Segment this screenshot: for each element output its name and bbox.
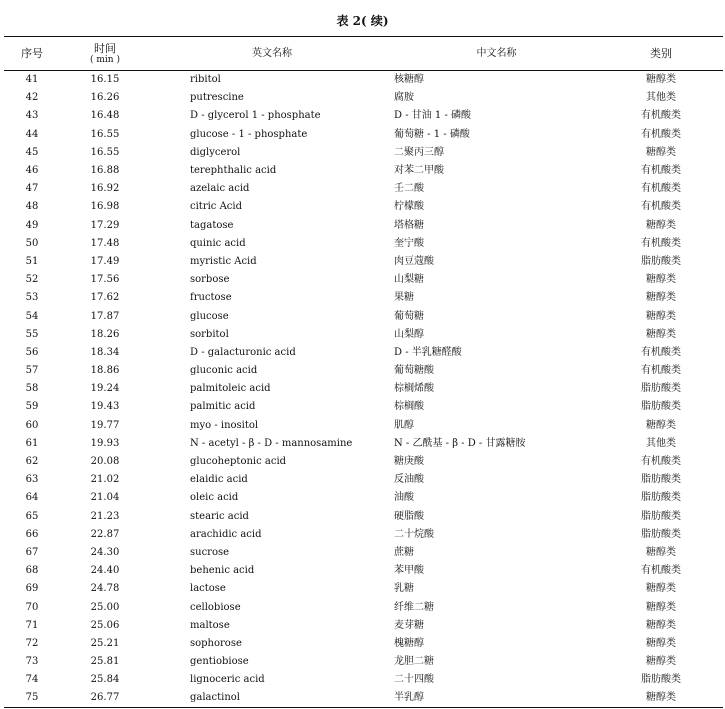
retention-time-cell: 21.23 xyxy=(90,510,120,522)
english-name-cell: arachidic acid xyxy=(190,528,262,540)
retention-time-cell: 17.62 xyxy=(90,292,120,304)
row-number-cell: 43 xyxy=(25,110,39,122)
retention-time-cell: 25.81 xyxy=(90,656,120,668)
category-cell: 脂肪酸类 xyxy=(641,492,681,504)
category-cell: 糖醇类 xyxy=(646,310,676,322)
retention-time-cell: 22.87 xyxy=(90,528,120,540)
table-row xyxy=(4,162,723,180)
english-name-cell: glucose xyxy=(190,310,229,322)
chinese-name-cell: 糖庚酸 xyxy=(394,456,424,468)
retention-time-cell: 19.93 xyxy=(90,437,120,449)
category-cell: 有机酸类 xyxy=(641,128,681,140)
chinese-name-cell: 苯甲酸 xyxy=(394,565,424,577)
table-row xyxy=(4,544,723,562)
chinese-name-cell: D - 半乳糖醛酸 xyxy=(394,346,462,358)
row-number-cell: 47 xyxy=(25,183,39,195)
table-row xyxy=(4,253,723,271)
retention-time-cell: 19.43 xyxy=(90,401,120,413)
english-name-cell: behenic acid xyxy=(190,565,255,577)
retention-time-cell: 17.56 xyxy=(90,274,120,286)
retention-time-cell: 25.84 xyxy=(90,674,120,686)
chinese-name-cell: 乳糖 xyxy=(394,583,414,595)
category-cell: 脂肪酸类 xyxy=(641,401,681,413)
english-name-cell: lactose xyxy=(190,583,226,595)
retention-time-cell: 25.21 xyxy=(90,637,120,649)
table-row xyxy=(4,508,723,526)
chinese-name-cell: 柠檬酸 xyxy=(394,201,424,213)
chinese-name-cell: 半乳醇 xyxy=(394,692,424,704)
category-cell: 有机酸类 xyxy=(641,183,681,195)
english-name-cell: myo - inositol xyxy=(190,419,259,431)
table-row xyxy=(4,689,723,707)
chinese-name-cell: 塔格糖 xyxy=(394,219,424,231)
retention-time-cell: 16.55 xyxy=(90,146,120,158)
category-cell: 脂肪酸类 xyxy=(641,383,681,395)
english-name-cell: diglycerol xyxy=(190,146,241,158)
english-name-cell: sorbitol xyxy=(190,328,229,340)
category-cell: 有机酸类 xyxy=(641,456,681,468)
retention-time-cell: 19.77 xyxy=(90,419,120,431)
chinese-name-cell: 壬二酸 xyxy=(394,183,424,195)
english-name-cell: sophorose xyxy=(190,637,242,649)
retention-time-cell: 18.34 xyxy=(90,346,120,358)
category-cell: 糖醇类 xyxy=(646,292,676,304)
header-no: 序号 xyxy=(21,46,43,60)
english-name-cell: tagatose xyxy=(190,219,234,231)
english-name-cell: terephthalic acid xyxy=(190,165,277,177)
row-number-cell: 65 xyxy=(25,510,39,522)
row-number-cell: 54 xyxy=(25,310,39,322)
english-name-cell: sucrose xyxy=(190,546,230,558)
english-name-cell: palmitic acid xyxy=(190,401,256,413)
row-number-cell: 45 xyxy=(25,146,39,158)
chinese-name-cell: 葡萄糖酸 xyxy=(394,365,434,377)
retention-time-cell: 16.88 xyxy=(90,165,120,177)
category-cell: 脂肪酸类 xyxy=(641,255,681,267)
chinese-name-cell: 油酸 xyxy=(394,492,414,504)
chinese-name-cell: 奎宁酸 xyxy=(394,237,424,249)
row-number-cell: 42 xyxy=(25,92,39,104)
table-row xyxy=(4,580,723,598)
table-row xyxy=(4,562,723,580)
table-row xyxy=(4,89,723,107)
retention-time-cell: 17.87 xyxy=(90,310,120,322)
header-time-label: 时间 xyxy=(94,41,116,55)
english-name-cell: oleic acid xyxy=(190,492,239,504)
category-cell: 其他类 xyxy=(646,437,676,449)
chinese-name-cell: 山梨糖 xyxy=(394,274,424,286)
chinese-name-cell: 棕榈酸 xyxy=(394,401,424,413)
english-name-cell: N - acetyl - β - D - mannosamine xyxy=(190,437,353,449)
header-row xyxy=(4,37,723,70)
category-cell: 其他类 xyxy=(646,92,676,104)
header-time xyxy=(60,37,150,70)
english-name-cell: myristic Acid xyxy=(190,255,257,267)
row-number-cell: 62 xyxy=(25,456,39,468)
english-name-cell: azelaic acid xyxy=(190,183,250,195)
category-cell: 有机酸类 xyxy=(641,201,681,213)
row-number-cell: 63 xyxy=(25,474,39,486)
english-name-cell: cellobiose xyxy=(190,601,241,613)
english-name-cell: galactinol xyxy=(190,692,240,704)
table-row xyxy=(4,144,723,162)
category-cell: 糖醇类 xyxy=(646,419,676,431)
category-cell: 糖醇类 xyxy=(646,656,676,668)
english-name-cell: quinic acid xyxy=(190,237,246,249)
table-row xyxy=(4,653,723,671)
chinese-name-cell: 麦芽糖 xyxy=(394,619,424,631)
row-number-cell: 70 xyxy=(25,601,39,613)
english-name-cell: glucoheptonic acid xyxy=(190,456,287,468)
category-cell: 糖醇类 xyxy=(646,692,676,704)
english-name-cell: gentiobiose xyxy=(190,656,249,668)
row-number-cell: 71 xyxy=(25,619,39,631)
category-cell: 糖醇类 xyxy=(646,601,676,613)
english-name-cell: palmitoleic acid xyxy=(190,383,271,395)
category-cell: 糖醇类 xyxy=(646,74,676,86)
row-number-cell: 75 xyxy=(25,692,39,704)
table-row xyxy=(4,326,723,344)
retention-time-cell: 16.55 xyxy=(90,128,120,140)
table-row xyxy=(4,362,723,380)
row-number-cell: 59 xyxy=(25,401,39,413)
chinese-name-cell: 肉豆蔻酸 xyxy=(394,255,434,267)
retention-time-cell: 16.15 xyxy=(90,74,120,86)
table-row xyxy=(4,471,723,489)
category-cell: 糖醇类 xyxy=(646,274,676,286)
retention-time-cell: 20.08 xyxy=(90,456,120,468)
header-chinese-name: 中文名称 xyxy=(476,47,517,59)
category-cell: 脂肪酸类 xyxy=(641,474,681,486)
chinese-name-cell: D - 甘油 1 - 磷酸 xyxy=(394,110,472,122)
chinese-name-cell: 蔗糖 xyxy=(394,546,414,558)
category-cell: 糖醇类 xyxy=(646,146,676,158)
retention-time-cell: 17.48 xyxy=(90,237,120,249)
english-name-cell: ribitol xyxy=(190,74,221,86)
category-cell: 有机酸类 xyxy=(641,365,681,377)
table-row xyxy=(4,235,723,253)
category-cell: 糖醇类 xyxy=(646,583,676,595)
chinese-name-cell: 棕榈烯酸 xyxy=(394,383,434,395)
chinese-name-cell: 山梨醇 xyxy=(394,328,424,340)
row-number-cell: 50 xyxy=(25,237,39,249)
category-cell: 脂肪酸类 xyxy=(641,674,681,686)
category-cell: 脂肪酸类 xyxy=(641,528,681,540)
chinese-name-cell: 果糖 xyxy=(394,292,414,304)
table-row xyxy=(4,307,723,325)
table-row xyxy=(4,198,723,216)
table-row xyxy=(4,107,723,125)
chinese-name-cell: 核糖醇 xyxy=(394,74,424,86)
row-number-cell: 51 xyxy=(25,255,39,267)
category-cell: 糖醇类 xyxy=(646,546,676,558)
chinese-name-cell: 二聚丙三醇 xyxy=(394,146,444,158)
header-category: 类别 xyxy=(650,46,672,60)
table-title: 表 2( 续) xyxy=(336,14,389,28)
chinese-name-cell: 二十四酸 xyxy=(394,674,434,686)
english-name-cell: putrescine xyxy=(190,92,244,104)
table-row xyxy=(4,617,723,635)
category-cell: 糖醇类 xyxy=(646,619,676,631)
row-number-cell: 67 xyxy=(25,546,39,558)
row-number-cell: 56 xyxy=(25,346,39,358)
row-number-cell: 64 xyxy=(25,492,39,504)
table-row xyxy=(4,453,723,471)
english-name-cell: gluconic acid xyxy=(190,365,258,377)
row-number-cell: 69 xyxy=(25,583,39,595)
table-row xyxy=(4,70,723,89)
category-cell: 有机酸类 xyxy=(641,565,681,577)
table-row xyxy=(4,598,723,616)
table-row xyxy=(4,526,723,544)
category-cell: 糖醇类 xyxy=(646,637,676,649)
table-row xyxy=(4,180,723,198)
row-number-cell: 44 xyxy=(25,128,39,140)
english-name-cell: elaidic acid xyxy=(190,474,248,486)
header-time-unit: ( min ) xyxy=(90,54,120,65)
row-number-cell: 57 xyxy=(25,365,39,377)
english-name-cell: D - galacturonic acid xyxy=(190,346,296,358)
row-number-cell: 73 xyxy=(25,656,39,668)
row-number-cell: 52 xyxy=(25,274,39,286)
chinese-name-cell: 槐糖醇 xyxy=(394,637,424,649)
chinese-name-cell: 纤维二糖 xyxy=(394,601,434,613)
chinese-name-cell: 葡萄糖 xyxy=(394,310,424,322)
table-row xyxy=(4,635,723,653)
row-number-cell: 41 xyxy=(25,74,39,86)
header-english-name: 英文名称 xyxy=(252,47,292,59)
row-number-cell: 46 xyxy=(25,165,39,177)
row-number-cell: 60 xyxy=(25,419,39,431)
row-number-cell: 68 xyxy=(25,565,39,577)
table-row xyxy=(4,435,723,453)
table-row xyxy=(4,126,723,144)
table-row xyxy=(4,417,723,435)
compound-table xyxy=(4,37,723,708)
chinese-name-cell: 腐胺 xyxy=(394,92,414,104)
category-cell: 有机酸类 xyxy=(641,110,681,122)
retention-time-cell: 24.30 xyxy=(90,546,120,558)
row-number-cell: 49 xyxy=(25,219,39,231)
english-name-cell: lignoceric acid xyxy=(190,674,265,686)
retention-time-cell: 18.86 xyxy=(90,365,120,377)
english-name-cell: glucose - 1 - phosphate xyxy=(190,128,308,140)
retention-time-cell: 16.98 xyxy=(90,201,120,213)
table-row xyxy=(4,344,723,362)
retention-time-cell: 24.40 xyxy=(90,565,120,577)
category-cell: 糖醇类 xyxy=(646,328,676,340)
retention-time-cell: 19.24 xyxy=(90,383,120,395)
retention-time-cell: 21.04 xyxy=(90,492,120,504)
table-row xyxy=(4,671,723,689)
chinese-name-cell: 葡萄糖 - 1 - 磷酸 xyxy=(394,128,470,140)
category-cell: 有机酸类 xyxy=(641,237,681,249)
table-row xyxy=(4,380,723,398)
table-row xyxy=(4,398,723,416)
table-row xyxy=(4,217,723,235)
chinese-name-cell: 对苯二甲酸 xyxy=(394,165,444,177)
retention-time-cell: 17.49 xyxy=(90,255,120,267)
english-name-cell: maltose xyxy=(190,619,230,631)
english-name-cell: D - glycerol 1 - phosphate xyxy=(190,110,321,122)
retention-time-cell: 25.06 xyxy=(90,619,120,631)
retention-time-cell: 21.02 xyxy=(90,474,120,486)
chinese-name-cell: N - 乙酰基 - β - D - 甘露糖胺 xyxy=(394,437,526,449)
table-row xyxy=(4,489,723,507)
table-row xyxy=(4,271,723,289)
chinese-name-cell: 龙胆二糖 xyxy=(394,656,434,668)
row-number-cell: 58 xyxy=(25,383,39,395)
english-name-cell: sorbose xyxy=(190,274,230,286)
row-number-cell: 74 xyxy=(25,674,39,686)
row-number-cell: 53 xyxy=(25,292,39,304)
english-name-cell: stearic acid xyxy=(190,510,249,522)
retention-time-cell: 18.26 xyxy=(90,328,120,340)
row-number-cell: 61 xyxy=(25,437,39,449)
retention-time-cell: 17.29 xyxy=(90,219,120,231)
category-cell: 糖醇类 xyxy=(646,219,676,231)
chinese-name-cell: 硬脂酸 xyxy=(394,510,424,522)
row-number-cell: 55 xyxy=(25,328,39,340)
retention-time-cell: 16.92 xyxy=(90,183,120,195)
english-name-cell: fructose xyxy=(190,292,232,304)
category-cell: 有机酸类 xyxy=(641,346,681,358)
retention-time-cell: 24.78 xyxy=(90,583,120,595)
table-body xyxy=(4,70,723,708)
english-name-cell: citric Acid xyxy=(190,201,242,213)
chinese-name-cell: 肌醇 xyxy=(394,419,414,431)
row-number-cell: 48 xyxy=(25,201,39,213)
retention-time-cell: 16.26 xyxy=(90,92,120,104)
retention-time-cell: 26.77 xyxy=(90,692,120,704)
row-number-cell: 72 xyxy=(25,637,39,649)
row-number-cell: 66 xyxy=(25,528,39,540)
retention-time-cell: 16.48 xyxy=(90,110,120,122)
category-cell: 脂肪酸类 xyxy=(641,510,681,522)
chinese-name-cell: 反油酸 xyxy=(394,474,424,486)
retention-time-cell: 25.00 xyxy=(90,601,120,613)
chinese-name-cell: 二十烷酸 xyxy=(394,528,434,540)
category-cell: 有机酸类 xyxy=(641,165,681,177)
table-row xyxy=(4,289,723,307)
